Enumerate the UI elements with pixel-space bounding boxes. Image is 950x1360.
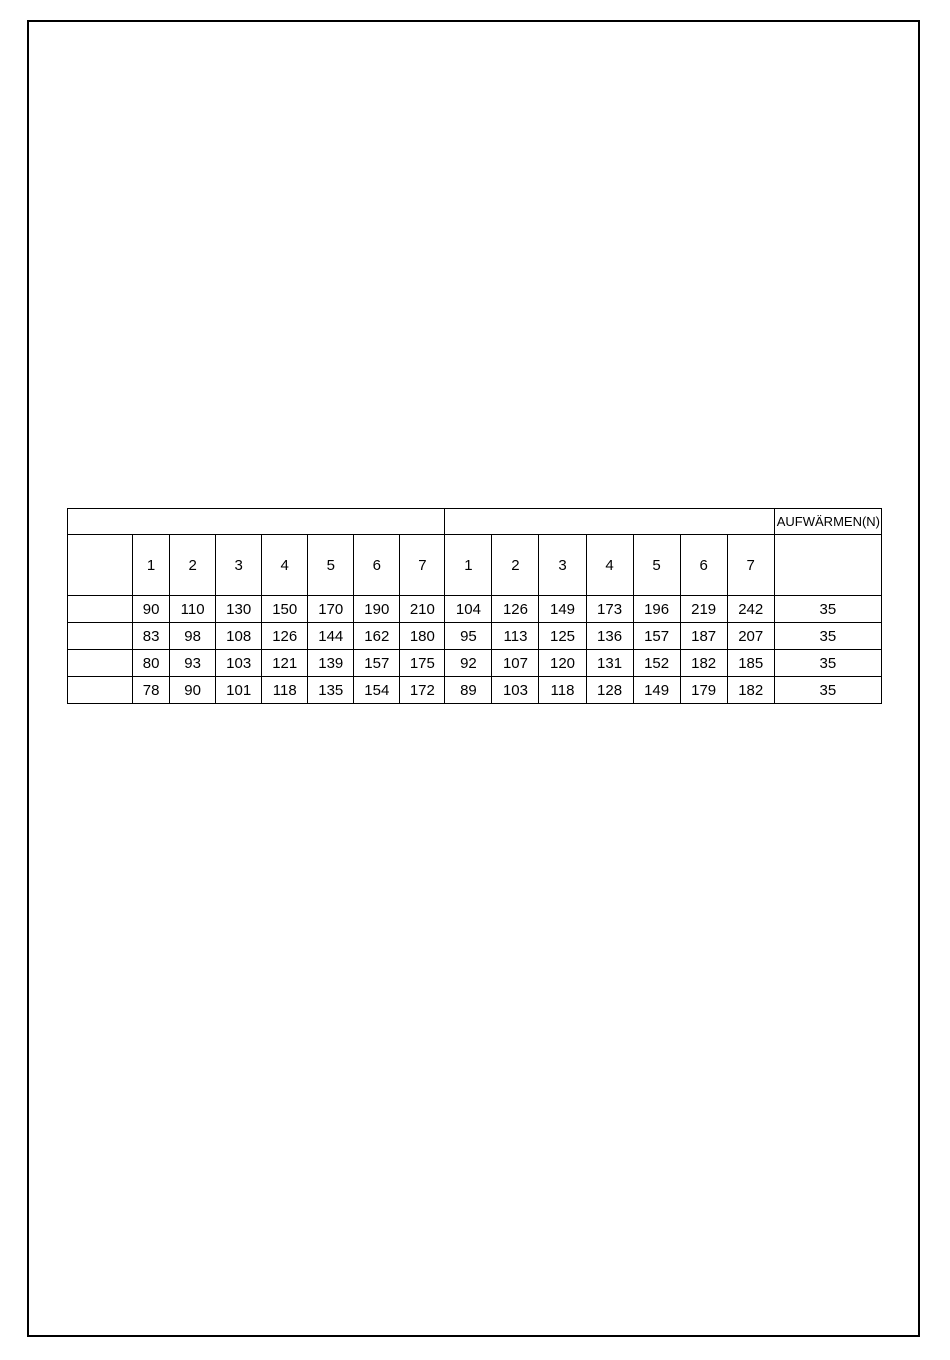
warmup-cell: 35 — [774, 596, 881, 623]
warmup-header: AUFWÄRMEN(N) — [774, 509, 881, 535]
value-cell: 135 — [308, 677, 354, 704]
value-cell: 93 — [170, 650, 216, 677]
level-header-row — [68, 535, 882, 596]
value-cell: 89 — [445, 677, 492, 704]
level-cell: 6 — [354, 535, 400, 596]
level-cell: 3 — [539, 535, 586, 596]
value-cell: 187 — [680, 623, 727, 650]
value-cell: 219 — [680, 596, 727, 623]
value-cell: 95 — [445, 623, 492, 650]
value-cell: 98 — [170, 623, 216, 650]
value-cell: 180 — [400, 623, 445, 650]
value-cell: 126 — [262, 623, 308, 650]
level-cell: 1 — [445, 535, 492, 596]
row-label — [68, 623, 133, 650]
value-cell: 242 — [727, 596, 774, 623]
value-cell: 154 — [354, 677, 400, 704]
level-cell: 6 — [680, 535, 727, 596]
value-cell: 131 — [586, 650, 633, 677]
value-cell: 101 — [216, 677, 262, 704]
table-row — [68, 677, 882, 704]
value-cell: 104 — [445, 596, 492, 623]
level-cell: 7 — [727, 535, 774, 596]
value-cell: 107 — [492, 650, 539, 677]
value-cell: 196 — [633, 596, 680, 623]
group-header-row — [68, 509, 882, 535]
value-cell: 182 — [680, 650, 727, 677]
value-cell: 80 — [133, 650, 170, 677]
value-cell: 182 — [727, 677, 774, 704]
table-row — [68, 596, 882, 623]
value-cell: 144 — [308, 623, 354, 650]
value-cell: 128 — [586, 677, 633, 704]
level-cell: 5 — [633, 535, 680, 596]
level-cell: 1 — [133, 535, 170, 596]
group-header-cell-a — [68, 509, 445, 535]
value-cell: 92 — [445, 650, 492, 677]
row-label — [68, 650, 133, 677]
level-cell: 4 — [586, 535, 633, 596]
value-cell: 125 — [539, 623, 586, 650]
value-cell: 103 — [216, 650, 262, 677]
table-row — [68, 623, 882, 650]
value-cell: 90 — [170, 677, 216, 704]
warmup-cell: 35 — [774, 677, 881, 704]
level-cell: 7 — [400, 535, 445, 596]
value-cell: 185 — [727, 650, 774, 677]
level-cell: 2 — [492, 535, 539, 596]
value-cell: 162 — [354, 623, 400, 650]
value-cell: 110 — [170, 596, 216, 623]
table-row — [68, 650, 882, 677]
value-cell: 157 — [354, 650, 400, 677]
value-cell: 173 — [586, 596, 633, 623]
value-cell: 108 — [216, 623, 262, 650]
value-cell: 210 — [400, 596, 445, 623]
value-cell: 152 — [633, 650, 680, 677]
value-cell: 179 — [680, 677, 727, 704]
value-cell: 103 — [492, 677, 539, 704]
level-cell: 5 — [308, 535, 354, 596]
settings-table — [67, 508, 882, 704]
row-label-header — [68, 535, 133, 596]
value-cell: 172 — [400, 677, 445, 704]
value-cell: 78 — [133, 677, 170, 704]
value-cell: 90 — [133, 596, 170, 623]
row-label — [68, 596, 133, 623]
value-cell: 170 — [308, 596, 354, 623]
value-cell: 120 — [539, 650, 586, 677]
warmup-cell: 35 — [774, 623, 881, 650]
value-cell: 118 — [539, 677, 586, 704]
value-cell: 149 — [633, 677, 680, 704]
level-cell: 3 — [216, 535, 262, 596]
value-cell: 83 — [133, 623, 170, 650]
value-cell: 149 — [539, 596, 586, 623]
value-cell: 207 — [727, 623, 774, 650]
value-cell: 113 — [492, 623, 539, 650]
value-cell: 157 — [633, 623, 680, 650]
value-cell: 190 — [354, 596, 400, 623]
value-cell: 118 — [262, 677, 308, 704]
level-cell: 2 — [170, 535, 216, 596]
warmup-cell: 35 — [774, 650, 881, 677]
value-cell: 121 — [262, 650, 308, 677]
value-cell: 126 — [492, 596, 539, 623]
value-cell: 130 — [216, 596, 262, 623]
level-cell: 4 — [262, 535, 308, 596]
group-header-cell-b — [445, 509, 774, 535]
value-cell: 175 — [400, 650, 445, 677]
value-cell: 136 — [586, 623, 633, 650]
warmup-subheader — [774, 535, 881, 596]
value-cell: 139 — [308, 650, 354, 677]
value-cell: 150 — [262, 596, 308, 623]
row-label — [68, 677, 133, 704]
